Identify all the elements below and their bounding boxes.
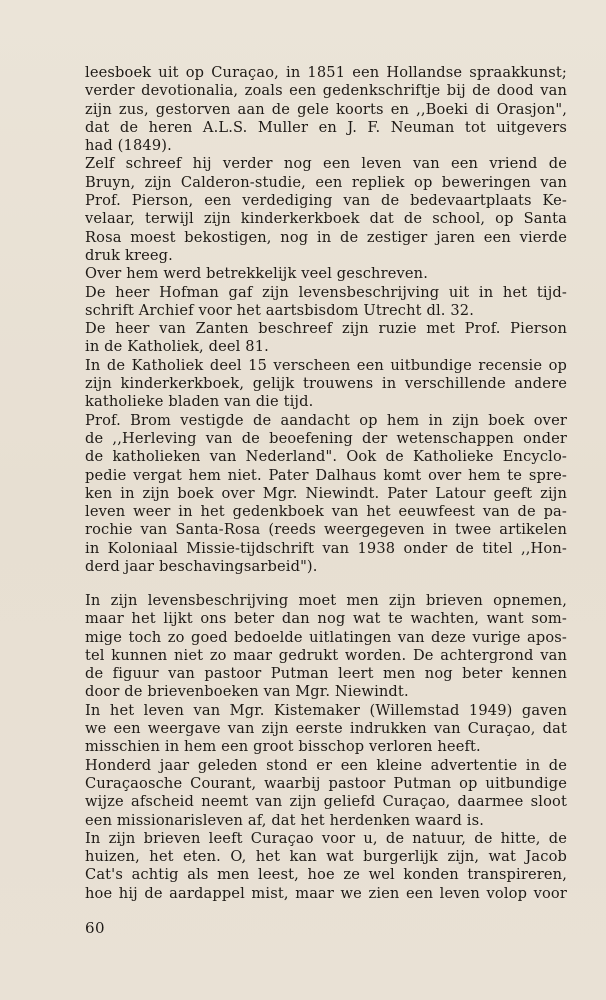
text-line: misschien in hem een groot bisschop verloren heeft. [85,738,481,756]
text-line: tel kunnen niet zo maar gedrukt worden. De achtergrond van [85,646,567,664]
text-line: Curaçaosche Courant, waarbij pastoor Putman op uitbundige [85,774,567,792]
text-line: huizen, het eten. O, het kan wat burgerlijk zijn, wat Jacob [85,848,567,866]
text-line: derd jaar beschavingsarbeid"). [85,558,318,576]
text-line: In de Katholiek deel 15 verscheen een uitbundige recensie op [85,356,567,374]
text-line: zijn kinderkerkboek, gelijk trouwens in verschillende andere [85,375,567,393]
text-line: Over hem werd betrekkelijk veel geschreven. [85,265,429,283]
text-line: verder devotionalia, zoals een gedenkschriftje bij de dood van [85,82,567,100]
text-line: een missionarisleven af, dat het herdenken waard is. [85,811,485,829]
text-line: in de Katholiek, deel 81. [85,338,269,356]
text-line: de ,,Herleving van de beoefening der wetenschappen onder [85,429,567,447]
text-line: dat de heren A.L.S. Muller en J. F. Neuman tot uitgevers [85,118,567,136]
text-line: Prof. Brom vestigde de aandacht op hem in zijn boek over [85,411,567,429]
text-line: mige toch zo goed bedoelde uitlatingen van deze vurige apos- [85,628,567,646]
text-block-1 [85,64,567,576]
text-line: pedie vergat hem niet. Pater Dalhaus komt over hem te spre- [85,466,567,484]
text-line: In zijn brieven leeft Curaçao voor u, de natuur, de hitte, de [85,829,567,847]
text-line: Prof. Pierson, een verdediging van de bedevaartplaats Ke- [85,192,567,210]
text-line: zijn zus, gestorven aan de gele koorts en ,,Boeki di Orasjon", [85,100,567,118]
text-line: de figuur van pastoor Putman leert men nog beter kennen [85,665,567,683]
text-line: maar het lijkt ons beter dan nog wat te wachten, want som- [85,610,567,628]
text-line: Zelf schreef hij verder nog een leven van een vriend de [85,155,567,173]
text-line: Honderd jaar geleden stond er een kleine advertentie in de [85,756,567,774]
text-line: in Koloniaal Missie-tijdschrift van 1938 onder de titel ,,Hon- [85,539,567,557]
text-line: Cat's achtig als men leest, hoe ze wel konden transpireren, [85,866,567,884]
text-line: ken in zijn boek over Mgr. Niewindt. Pater Latour geeft zijn [85,484,567,502]
text-line: Rosa moest bekostigen, nog in de zestiger jaren een vierde [85,228,567,246]
text-line: leesboek uit op Curaçao, in 1851 een Hollandse spraakkunst; [85,64,567,81]
text-line: katholieke bladen van die tijd. [85,393,314,411]
text-line: druk kreeg. [85,246,173,264]
text-line: schrift Archief voor het aartsbisdom Utrecht dl. 32. [85,301,474,319]
text-block-2 [85,592,567,903]
text-line: door de brievenboeken van Mgr. Niewindt. [85,683,409,701]
text-line: hoe hij de aardappel mist, maar we zien een leven volop voor [85,884,567,902]
page-number: 60 [85,919,106,937]
text-line: had (1849). [85,137,172,155]
text-line: de katholieken van Nederland". Ook de Katholieke Encyclo- [85,448,567,466]
text-line: Bruyn, zijn Calderon-studie, een repliek op beweringen van [85,173,567,191]
text-line: rochie van Santa-Rosa (reeds weergegeven in twee artikelen [85,521,567,539]
text-line: we een weergave van zijn eerste indrukken van Curaçao, dat [85,720,567,738]
text-line: In zijn levensbeschrijving moet men zijn brieven opnemen, [85,592,567,609]
text-line: De heer van Zanten beschreef zijn ruzie met Prof. Pierson [85,320,567,338]
text-line: In het leven van Mgr. Kistemaker (Willemstad 1949) gaven [85,701,567,719]
text-line: De heer Hofman gaf zijn levensbeschrijving uit in het tijd- [85,283,567,301]
text-line: velaar, terwijl zijn kinderkerkboek dat de school, op Santa [85,210,567,228]
text-line: wijze afscheid neemt van zijn geliefd Curaçao, daarmee sloot [85,793,567,811]
text-line: leven weer in het gedenkboek van het eeuwfeest van de pa- [85,503,567,521]
